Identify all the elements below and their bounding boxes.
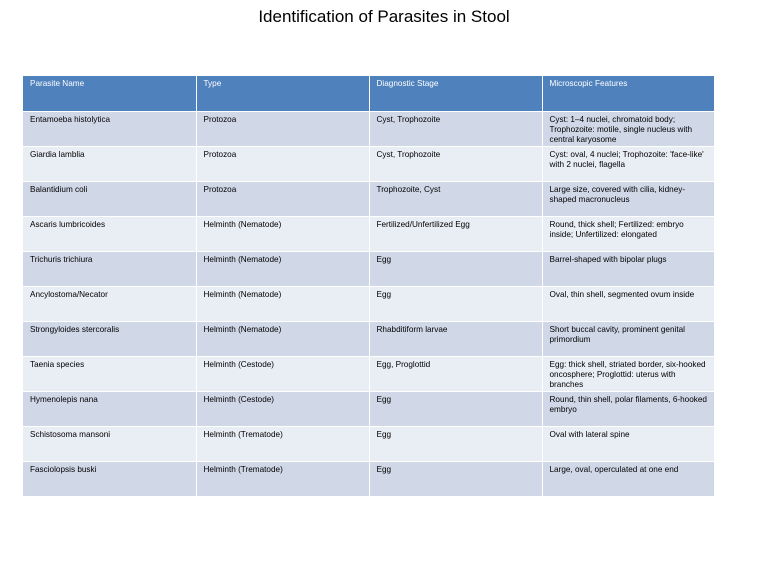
cell-microscopic-features: Cyst: 1–4 nuclei, chromatoid body; Trophozoite: motile, single nucleus with central karyosome — [542, 111, 714, 146]
cell-parasite-name: Fasciolopsis buski — [23, 461, 196, 496]
header-parasite-name: Parasite Name — [23, 76, 196, 111]
cell-microscopic-features: Egg: thick shell, striated border, six-hooked oncosphere; Proglottid: uterus with branches — [542, 356, 714, 391]
table-row — [23, 286, 714, 321]
cell-type: Protozoa — [196, 111, 369, 146]
cell-parasite-name: Balantidium coli — [23, 181, 196, 216]
cell-parasite-name: Taenia species — [23, 356, 196, 391]
header-diagnostic-stage: Diagnostic Stage — [369, 76, 542, 111]
cell-diagnostic-stage: Egg, Proglottid — [369, 356, 542, 391]
cell-microscopic-features: Large size, covered with cilia, kidney-shaped macronucleus — [542, 181, 714, 216]
table-row — [23, 426, 714, 461]
cell-microscopic-features: Barrel-shaped with bipolar plugs — [542, 251, 714, 286]
cell-microscopic-features: Round, thin shell, polar filaments, 6-hooked embryo — [542, 391, 714, 426]
cell-diagnostic-stage: Cyst, Trophozoite — [369, 111, 542, 146]
cell-type: Helminth (Trematode) — [196, 461, 369, 496]
header-type: Type — [196, 76, 369, 111]
table-row — [23, 146, 714, 181]
cell-diagnostic-stage: Rhabditiform larvae — [369, 321, 542, 356]
cell-diagnostic-stage: Egg — [369, 286, 542, 321]
table-row — [23, 216, 714, 251]
cell-diagnostic-stage: Fertilized/Unfertilized Egg — [369, 216, 542, 251]
table-header — [23, 76, 714, 111]
cell-parasite-name: Schistosoma mansoni — [23, 426, 196, 461]
cell-microscopic-features: Round, thick shell; Fertilized: embryo inside; Unfertilized: elongated — [542, 216, 714, 251]
cell-microscopic-features: Cyst: oval, 4 nuclei; Trophozoite: 'face-like' with 2 nuclei, flagella — [542, 146, 714, 181]
cell-microscopic-features: Large, oval, operculated at one end — [542, 461, 714, 496]
cell-type: Helminth (Cestode) — [196, 391, 369, 426]
cell-type: Helminth (Nematode) — [196, 216, 369, 251]
cell-microscopic-features: Oval, thin shell, segmented ovum inside — [542, 286, 714, 321]
slide-title: Identification of Parasites in Stool — [258, 7, 510, 26]
cell-parasite-name: Hymenolepis nana — [23, 391, 196, 426]
cell-type: Helminth (Trematode) — [196, 426, 369, 461]
cell-type: Protozoa — [196, 181, 369, 216]
parasite-table — [23, 76, 714, 497]
cell-parasite-name: Entamoeba histolytica — [23, 111, 196, 146]
cell-parasite-name: Ancylostoma/Necator — [23, 286, 196, 321]
cell-parasite-name: Strongyloides stercoralis — [23, 321, 196, 356]
cell-diagnostic-stage: Egg — [369, 391, 542, 426]
cell-microscopic-features: Oval with lateral spine — [542, 426, 714, 461]
table-row — [23, 391, 714, 426]
table-row — [23, 251, 714, 286]
cell-diagnostic-stage: Egg — [369, 251, 542, 286]
table-row — [23, 181, 714, 216]
table-row — [23, 321, 714, 356]
cell-parasite-name: Giardia lamblia — [23, 146, 196, 181]
table-row — [23, 461, 714, 496]
table-body — [23, 111, 714, 496]
cell-diagnostic-stage: Trophozoite, Cyst — [369, 181, 542, 216]
header-row — [23, 76, 714, 111]
cell-diagnostic-stage: Egg — [369, 461, 542, 496]
cell-diagnostic-stage: Egg — [369, 426, 542, 461]
cell-parasite-name: Ascaris lumbricoides — [23, 216, 196, 251]
cell-diagnostic-stage: Cyst, Trophozoite — [369, 146, 542, 181]
cell-type: Helminth (Nematode) — [196, 251, 369, 286]
cell-type: Helminth (Nematode) — [196, 321, 369, 356]
cell-type: Helminth (Nematode) — [196, 286, 369, 321]
cell-type: Protozoa — [196, 146, 369, 181]
table-row — [23, 356, 714, 391]
cell-microscopic-features: Short buccal cavity, prominent genital primordium — [542, 321, 714, 356]
cell-type: Helminth (Cestode) — [196, 356, 369, 391]
cell-parasite-name: Trichuris trichiura — [23, 251, 196, 286]
header-microscopic-features: Microscopic Features — [542, 76, 714, 111]
table-row — [23, 111, 714, 146]
